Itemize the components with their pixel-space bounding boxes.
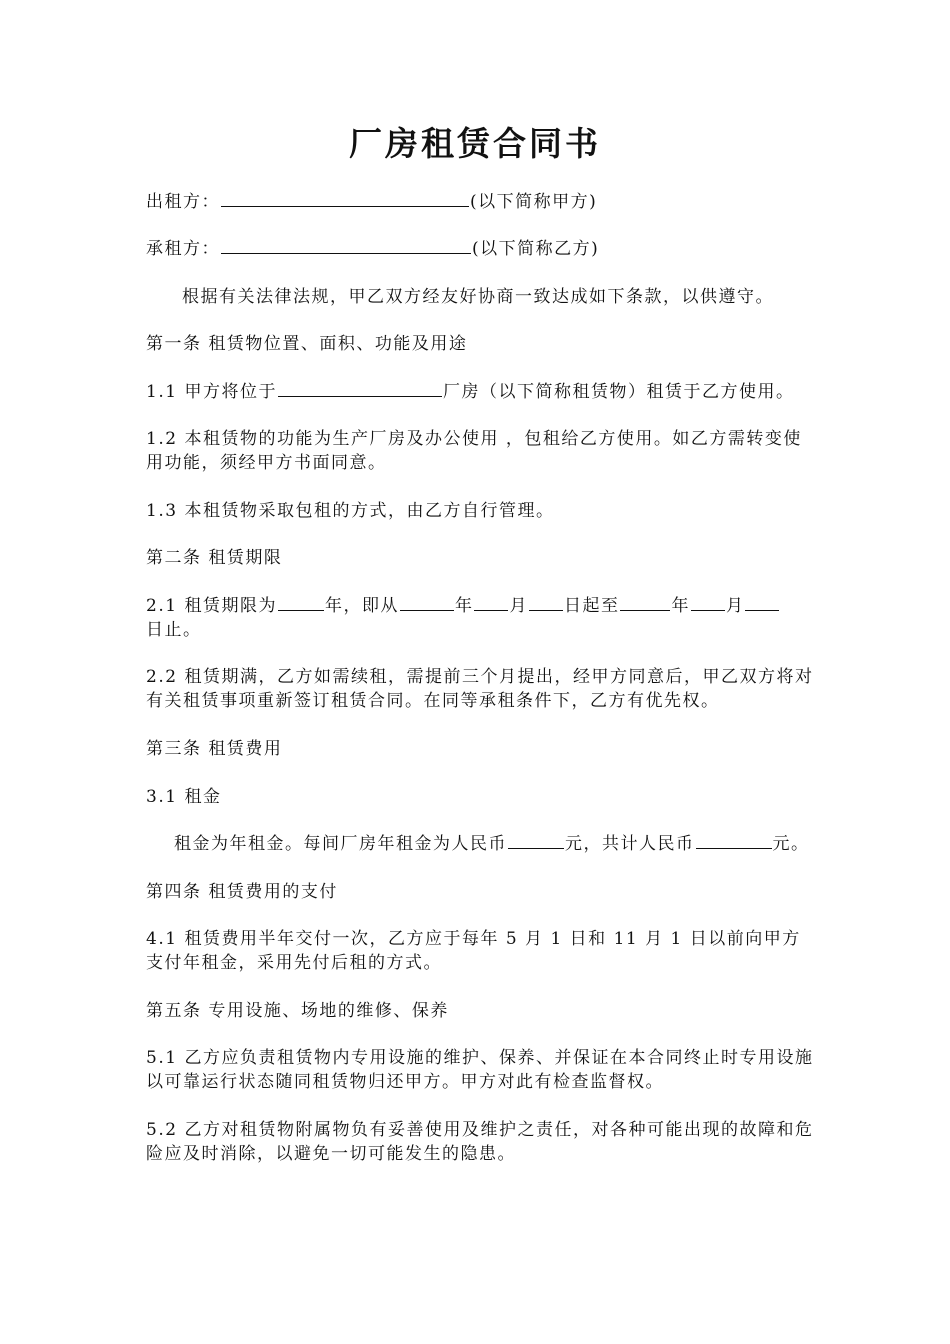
end-day-blank [745,594,779,611]
article-3-heading: 第三条 租赁费用 [146,739,283,759]
clause-1-1-text-b: 厂房（以下简称租赁物）租赁于乙方使用。 [442,382,795,402]
clause-2-2: 2.2 租赁期满，乙方如需续租，需提前三个月提出，经甲方同意后，甲乙双方将对有关租赁事项重新签订租赁合同。在同等承租条件下，乙方有优先权。 [146,667,814,711]
clause-2-1-text-a: 2.1 租赁期限为 [146,596,277,616]
clause-2-1-text-g: 月 [725,596,745,616]
rent-text-c: 元。 [772,834,810,854]
document-title: 厂房租赁合同书 [349,124,601,163]
location-blank [278,380,442,397]
clause-1-1-text-a: 1.1 甲方将位于 [146,382,277,402]
lessor-line [146,190,818,214]
clause-5-1: 5.1 乙方应负责租赁物内专用设施的维护、保养、并保证在本合同终止时专用设施以可靠运行状态随同租赁物归还甲方。甲方对此有检查监督权。 [146,1048,814,1092]
rent-total-blank [696,832,772,849]
lessor-suffix: (以下简称甲方) [470,192,598,212]
rent-text-a: 租金为年租金。每间厂房年租金为人民币 [174,834,507,854]
article-4-heading: 第四条 租赁费用的支付 [146,882,338,902]
clause-1-3: 1.3 本租赁物采取包租的方式，由乙方自行管理。 [146,501,555,521]
article-5-heading: 第五条 专用设施、场地的维修、保养 [146,1001,449,1021]
start-month-blank [474,594,508,611]
clause-2-1 [146,594,818,618]
article-1-heading: 第一条 租赁物位置、面积、功能及用途 [146,334,468,354]
lessor-label: 出租方： [146,192,220,212]
clause-2-1-text-d: 月 [509,596,528,616]
clause-1-2: 1.2 本租赁物的功能为生产厂房及办公使用 ，包租给乙方使用。如乙方需转变使用功能，须经甲方书面同意。 [146,429,802,473]
clause-2-1-end: 日止。 [146,620,202,640]
term-years-blank [278,594,324,611]
clause-1-1 [146,380,818,404]
start-year-blank [400,594,454,611]
clause-5-2: 5.2 乙方对租赁物附属物负有妥善使用及维护之责任，对各种可能出现的故障和危险应及时消除，以避免一切可能发生的隐患。 [146,1120,814,1164]
rent-line [146,832,846,856]
lessor-blank [221,190,469,207]
lessee-suffix: (以下简称乙方) [472,239,600,259]
rent-per-unit-blank [508,832,564,849]
lessee-label: 承租方： [146,239,220,259]
clause-4-1: 4.1 租赁费用半年交付一次，乙方应于每年 5 月 1 日和 11 月 1 日以前向甲方支付年租金，采用先付后租的方式。 [146,929,801,973]
preamble: 根据有关法律法规，甲乙双方经友好协商一致达成如下条款，以供遵守。 [182,287,774,307]
clause-2-1-text-b: 年，即从 [324,596,399,616]
clause-3-1: 3.1 租金 [146,787,222,807]
clause-2-1-text-f: 年 [671,596,690,616]
start-day-blank [529,594,563,611]
lessee-blank [221,237,471,254]
lessee-line [146,237,818,261]
clause-2-1-text-c: 年 [454,596,474,616]
clause-2-1-text-e: 日起至 [563,596,620,616]
article-2-heading: 第二条 租赁期限 [146,548,283,568]
rent-text-b: 元，共计人民币 [565,834,695,854]
end-month-blank [691,594,725,611]
end-year-blank [620,594,670,611]
